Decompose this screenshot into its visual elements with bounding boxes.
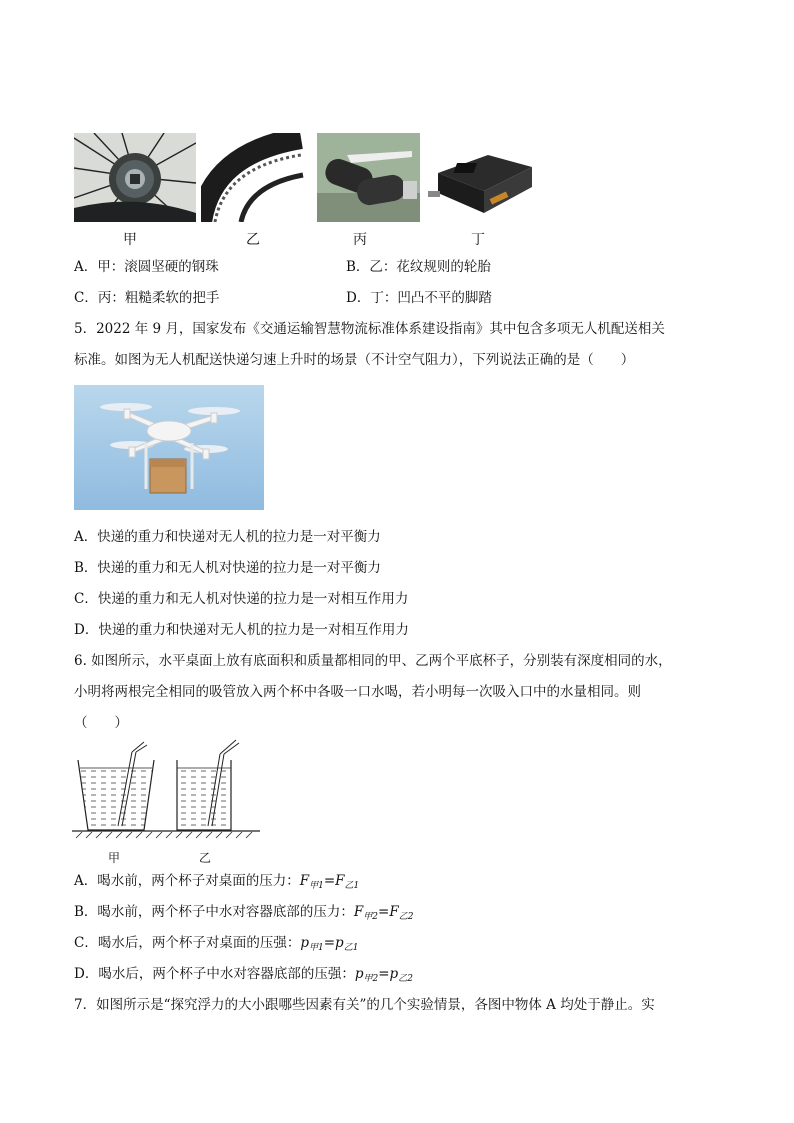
- bicycle-tire-photo: [201, 133, 311, 222]
- cup-label-yi: 乙: [199, 851, 212, 865]
- q4-option-a: A．甲：滚圆坚硬的钢珠: [74, 259, 219, 275]
- q6-stem-line1: 6. 如图所示，水平桌面上放有底面积和质量都相同的甲、乙两个平底杯子，分别装有深度相同的水，: [74, 653, 672, 669]
- q7-stem-line1: 7．如图所示是“探究浮力的大小跟哪些因素有关”的几个实验情景，各图中物体 A 均处于静止。实: [74, 997, 655, 1013]
- caption-jia: 甲: [123, 232, 137, 248]
- q6-option-d: D．喝水后，两个杯子中水对容器底部的压强：$p_{甲2}=p_{乙2}$: [74, 966, 413, 984]
- q5-option-d: D．快递的重力和快递对无人机的拉力是一对相互作用力: [74, 622, 409, 638]
- q5-stem-line2: 标准。如图为无人机配送快递匀速上升时的场景（不计空气阻力），下列说法正确的是（ ）: [74, 352, 635, 368]
- bicycle-pedal-photo: [428, 133, 536, 222]
- caption-ding: 丁: [471, 232, 485, 248]
- q5-option-b: B．快递的重力和无人机对快递的拉力是一对平衡力: [74, 560, 381, 576]
- cup-label-jia: 甲: [108, 851, 121, 865]
- q6-option-c: C．喝水后，两个杯子对桌面的压强：$p_{甲1}=p_{乙1}$: [74, 935, 359, 953]
- q6-stem-line3: （ ）: [74, 715, 128, 731]
- bicycle-handle-photo: [317, 133, 420, 222]
- q5-option-c: C．快递的重力和无人机对快递的拉力是一对相互作用力: [74, 591, 409, 607]
- drone-delivery-photo: [74, 385, 264, 510]
- q4-option-d: D．丁：凹凸不平的脚踏: [346, 290, 492, 306]
- bicycle-hub-photo: [74, 133, 196, 222]
- q5-option-a: A．快递的重力和快递对无人机的拉力是一对平衡力: [74, 529, 381, 545]
- q6-option-a: A．喝水前，两个杯子对桌面的压力：$F_{甲1}=F_{乙1}$: [74, 873, 360, 891]
- caption-yi: 乙: [246, 232, 260, 248]
- q5-stem-line1: 5．2022 年 9 月，国家发布《交通运输智慧物流标准体系建设指南》其中包含多项无人机配送相关: [74, 321, 665, 337]
- q4-option-c: C．丙：粗糙柔软的把手: [74, 290, 220, 306]
- q6-option-b: B．喝水前，两个杯子中水对容器底部的压力：$F_{甲2}=F_{乙2}$: [74, 904, 414, 922]
- q6-stem-line2: 小明将两根完全相同的吸管放入两个杯中各吸一口水喝，若小明每一次吸入口中的水量相同。则: [74, 684, 641, 700]
- caption-bing: 丙: [353, 232, 367, 248]
- cups-with-straws-diagram: [70, 738, 262, 842]
- q4-option-b: B．乙：花纹规则的轮胎: [346, 259, 491, 275]
